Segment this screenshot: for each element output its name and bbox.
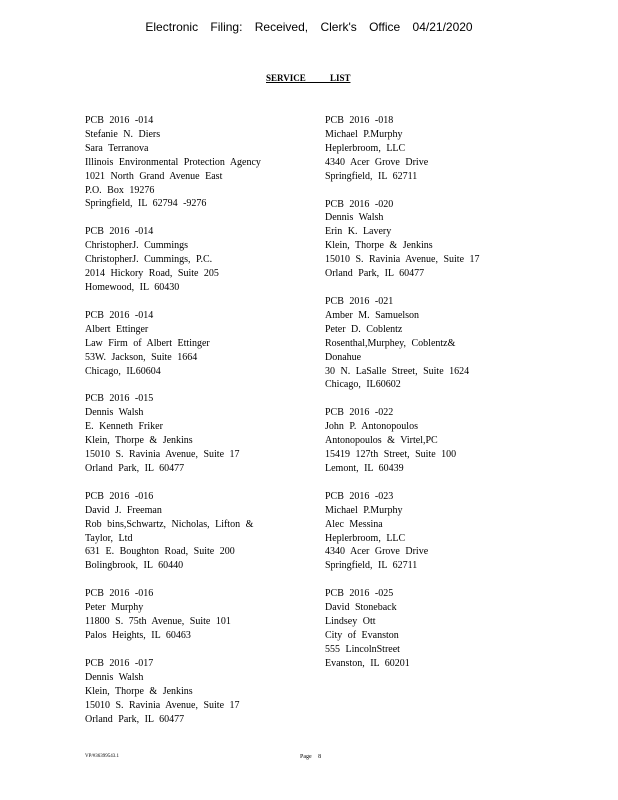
service-entry	[325, 295, 510, 392]
service-entry	[85, 114, 300, 211]
entry-line: ChristopherJ. Cummings	[85, 240, 189, 252]
entry-line: Taylor, Ltd	[85, 532, 133, 544]
service-entry	[85, 657, 300, 727]
entry-line: 15010 S. Ravinia Avenue, Suite 17	[325, 254, 480, 266]
entry-line: ChristopherJ. Cummings, P.C.	[85, 254, 213, 266]
service-list-title: SERVICE LIST	[266, 73, 351, 83]
entry-line: 11800 S. 75th Avenue, Suite 101	[85, 616, 231, 628]
entry-line: 15419 127th Street, Suite 100	[325, 449, 457, 461]
entry-line: 4340 Acer Grove Drive	[325, 546, 429, 558]
entry-line: 15010 S. Ravinia Avenue, Suite 17	[85, 449, 240, 461]
entry-line: 30 N. LaSalle Street, Suite 1624	[325, 365, 470, 377]
entry-line: 53W. Jackson, Suite 1664	[85, 351, 198, 363]
entry-line: Dennis Walsh	[85, 407, 144, 419]
service-entry	[325, 198, 510, 281]
entry-line: Chicago, IL60604	[85, 365, 161, 377]
entry-line: Bolingbrook, IL 60440	[85, 560, 184, 572]
case-number: PCB 2016 -022	[325, 407, 394, 419]
entry-line: Illinois Environmental Protection Agency	[85, 156, 261, 168]
entry-line: John P. Antonopoulos	[325, 421, 418, 433]
entry-line: Chicago, IL60602	[325, 379, 401, 391]
service-entry	[325, 406, 510, 476]
entry-line: Orland Park, IL 60477	[85, 462, 185, 474]
service-entry	[85, 587, 300, 643]
case-number: PCB 2016 -014	[85, 309, 154, 321]
service-entry	[85, 309, 300, 379]
entry-line: Antonopoulos & Virtel,PC	[325, 435, 438, 447]
case-number: PCB 2016 -020	[325, 198, 394, 210]
right-column	[325, 114, 510, 685]
entry-line: Albert Ettinger	[85, 323, 149, 335]
entry-line: Klein, Thorpe & Jenkins	[85, 685, 193, 697]
entry-line: Law Firm of Albert Ettinger	[85, 337, 210, 349]
entry-line: Orland Park, IL 60477	[85, 713, 185, 725]
service-entry	[85, 225, 300, 295]
entry-line: Donahue	[325, 351, 362, 363]
entry-line: Klein, Thorpe & Jenkins	[325, 240, 433, 252]
entry-line: 4340 Acer Grove Drive	[325, 156, 429, 168]
entry-line: Michael P.Murphy	[325, 504, 403, 516]
case-number: PCB 2016 -016	[85, 588, 154, 600]
entry-line: Erin K. Lavery	[325, 226, 392, 238]
page-number: Page 8	[300, 754, 322, 760]
entry-line: Klein, Thorpe & Jenkins	[85, 435, 193, 447]
entry-line: Michael P.Murphy	[325, 128, 403, 140]
entry-line: Dennis Walsh	[85, 671, 144, 683]
entry-line: Rosenthal,Murphey, Coblentz&	[325, 337, 456, 349]
entry-line: Dennis Walsh	[325, 212, 384, 224]
entry-line: City of Evanston	[325, 630, 399, 641]
entry-line: Lemont, IL 60439	[325, 462, 404, 474]
entry-line: Alec Messina	[325, 518, 383, 530]
entry-line: Springfield, IL 62794 -9276	[85, 198, 207, 210]
case-number: PCB 2016 -018	[325, 115, 394, 126]
entry-line: Evanston, IL 60201	[325, 657, 410, 669]
entry-line: 2014 Hickory Road, Suite 205	[85, 268, 219, 280]
entry-line: Amber M. Samuelson	[325, 309, 420, 321]
left-column	[85, 114, 300, 740]
service-entry	[325, 587, 510, 670]
service-entry	[325, 490, 510, 573]
case-number: PCB 2016 -014	[85, 115, 154, 126]
entry-line: 631 E. Boughton Road, Suite 200	[85, 546, 235, 558]
entry-line: E. Kenneth Friker	[85, 421, 163, 433]
entry-line: Heplerbroom, LLC	[325, 142, 406, 154]
entry-line: Palos Heights, IL 60463	[85, 630, 191, 641]
entry-line: Heplerbroom, LLC	[325, 532, 406, 544]
case-number: PCB 2016 -025	[325, 588, 394, 600]
entry-line: David Stoneback	[325, 602, 397, 614]
entry-line: Springfield, IL 62711	[325, 170, 418, 182]
entry-line: 1021 North Grand Avenue East	[85, 170, 223, 182]
service-entry	[325, 114, 510, 184]
entry-line: David J. Freeman	[85, 504, 162, 516]
document-id: VP/#36399543.1	[85, 754, 120, 759]
entry-line: P.O. Box 19276	[85, 184, 155, 196]
entry-line: Homewood, IL 60430	[85, 281, 180, 293]
entry-line: Lindsey Ott	[325, 616, 376, 628]
electronic-filing-header: Electronic Filing: Received, Clerk's Office 04/21/2020	[145, 20, 473, 34]
case-number: PCB 2016 -023	[325, 490, 394, 502]
entry-line: Stefanie N. Diers	[85, 128, 161, 140]
entry-line: Orland Park, IL 60477	[325, 268, 425, 280]
entry-line: Rob bins,Schwartz, Nicholas, Lifton &	[85, 518, 254, 530]
entry-line: 15010 S. Ravinia Avenue, Suite 17	[85, 699, 240, 711]
entry-line: Peter Murphy	[85, 602, 144, 614]
case-number: PCB 2016 -015	[85, 393, 154, 405]
entry-line: Sara Terranova	[85, 142, 149, 154]
case-number: PCB 2016 -017	[85, 657, 154, 669]
case-number: PCB 2016 -014	[85, 226, 154, 238]
service-entry	[85, 392, 300, 475]
entry-line: 555 LincolnStreet	[325, 643, 400, 655]
case-number: PCB 2016 -021	[325, 295, 394, 307]
entry-line: Peter D. Coblentz	[325, 323, 403, 335]
service-entry	[85, 490, 300, 573]
case-number: PCB 2016 -016	[85, 490, 154, 502]
entry-line: Springfield, IL 62711	[325, 560, 418, 572]
